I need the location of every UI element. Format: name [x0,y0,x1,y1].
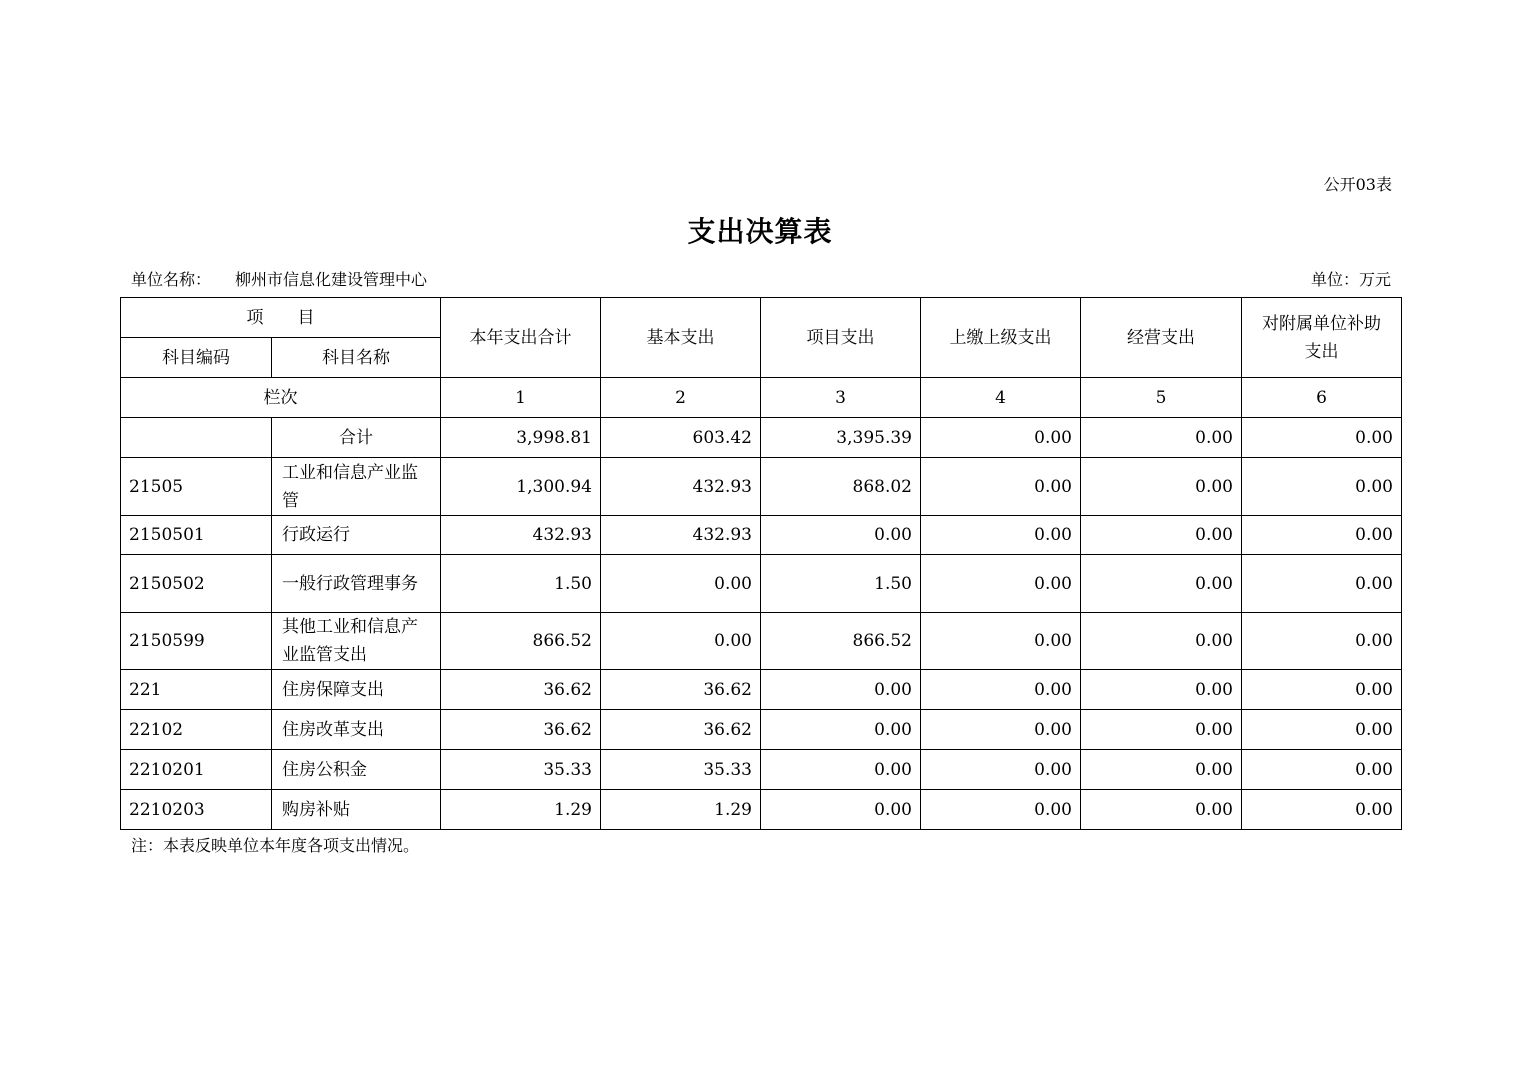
row-name: 一般行政管理事务 [272,555,441,613]
row-value-5: 0.00 [1081,710,1242,750]
column-index-4: 4 [921,378,1081,418]
column-index-label: 栏次 [121,378,441,418]
row-value-3: 0.00 [761,790,921,830]
column-index-2: 2 [601,378,761,418]
header-name: 科目名称 [272,338,441,378]
row-code: 2210203 [121,790,272,830]
row-value-1: 866.52 [441,613,601,670]
table-note: 注：本表反映单位本年度各项支出情况。 [131,836,420,855]
row-value-4: 0.00 [921,555,1081,613]
row-name: 工业和信息产业监管 [272,458,441,516]
row-value-3: 868.02 [761,458,921,516]
header-code: 科目编码 [121,338,272,378]
header-col4: 上缴上级支出 [921,298,1081,378]
row-value-6: 0.00 [1242,555,1402,613]
row-value-3: 1.50 [761,555,921,613]
row-value-6: 0.00 [1242,750,1402,790]
row-value-4: 0.00 [921,516,1081,555]
table-row [121,458,1402,516]
table-row [121,750,1402,790]
table-row [121,555,1402,613]
row-value-1: 432.93 [441,516,601,555]
header-item: 项 目 [121,298,441,338]
column-index-1: 1 [441,378,601,418]
row-code [121,418,272,458]
table-row [121,790,1402,830]
row-code: 21505 [121,458,272,516]
row-name: 住房公积金 [272,750,441,790]
header-col5: 经营支出 [1081,298,1242,378]
row-value-4: 0.00 [921,613,1081,670]
row-code: 2150501 [121,516,272,555]
header-col3: 项目支出 [761,298,921,378]
form-id: 公开03表 [1323,175,1392,194]
row-name: 购房补贴 [272,790,441,830]
row-value-2: 36.62 [601,670,761,710]
column-index-3: 3 [761,378,921,418]
table-row [121,516,1402,555]
row-value-3: 866.52 [761,613,921,670]
expenditure-table [120,297,1402,830]
row-value-3: 0.00 [761,516,921,555]
row-value-5: 0.00 [1081,790,1242,830]
row-value-5: 0.00 [1081,418,1242,458]
row-value-6: 0.00 [1242,790,1402,830]
header-col1: 本年支出合计 [441,298,601,378]
unit-name: 柳州市信息化建设管理中心 [235,270,428,289]
row-value-5: 0.00 [1081,458,1242,516]
row-value-1: 3,998.81 [441,418,601,458]
column-index-5: 5 [1081,378,1242,418]
row-value-6: 0.00 [1242,458,1402,516]
unit-name-block [131,267,427,290]
row-value-2: 0.00 [601,613,761,670]
row-value-5: 0.00 [1081,516,1242,555]
row-name: 合计 [272,418,441,458]
column-index-row [121,378,1402,418]
row-value-4: 0.00 [921,790,1081,830]
row-value-6: 0.00 [1242,670,1402,710]
row-value-5: 0.00 [1081,613,1242,670]
row-value-4: 0.00 [921,670,1081,710]
row-value-1: 1,300.94 [441,458,601,516]
row-value-6: 0.00 [1242,613,1402,670]
page-title: 支出决算表 [687,215,833,248]
row-name: 其他工业和信息产业监管支出 [272,613,441,670]
row-value-4: 0.00 [921,418,1081,458]
row-value-6: 0.00 [1242,516,1402,555]
row-value-2: 0.00 [601,555,761,613]
row-value-1: 35.33 [441,750,601,790]
row-value-4: 0.00 [921,458,1081,516]
row-name: 行政运行 [272,516,441,555]
column-index-6: 6 [1242,378,1402,418]
row-value-5: 0.00 [1081,555,1242,613]
currency-unit: 单位：万元 [1310,270,1391,289]
row-value-3: 0.00 [761,670,921,710]
row-value-2: 432.93 [601,516,761,555]
table-row [121,418,1402,458]
row-value-2: 1.29 [601,790,761,830]
row-value-5: 0.00 [1081,670,1242,710]
row-value-2: 432.93 [601,458,761,516]
row-value-3: 3,395.39 [761,418,921,458]
row-value-1: 1.50 [441,555,601,613]
header-col6: 对附属单位补助支出 [1242,298,1402,378]
header-row-1 [121,298,1402,338]
row-value-1: 36.62 [441,710,601,750]
row-value-1: 36.62 [441,670,601,710]
table-row [121,710,1402,750]
row-code: 2150502 [121,555,272,613]
row-value-3: 0.00 [761,710,921,750]
row-value-1: 1.29 [441,790,601,830]
row-value-4: 0.00 [921,710,1081,750]
row-code: 221 [121,670,272,710]
row-code: 22102 [121,710,272,750]
table-row [121,613,1402,670]
row-name: 住房改革支出 [272,710,441,750]
row-value-5: 0.00 [1081,750,1242,790]
unit-name-label: 单位名称： [131,270,212,289]
row-value-4: 0.00 [921,750,1081,790]
row-value-6: 0.00 [1242,418,1402,458]
row-code: 2150599 [121,613,272,670]
row-name: 住房保障支出 [272,670,441,710]
row-value-2: 35.33 [601,750,761,790]
header-col2: 基本支出 [601,298,761,378]
row-code: 2210201 [121,750,272,790]
row-value-6: 0.00 [1242,710,1402,750]
row-value-2: 603.42 [601,418,761,458]
row-value-2: 36.62 [601,710,761,750]
row-value-3: 0.00 [761,750,921,790]
unit-line [131,267,1391,290]
table-row [121,670,1402,710]
